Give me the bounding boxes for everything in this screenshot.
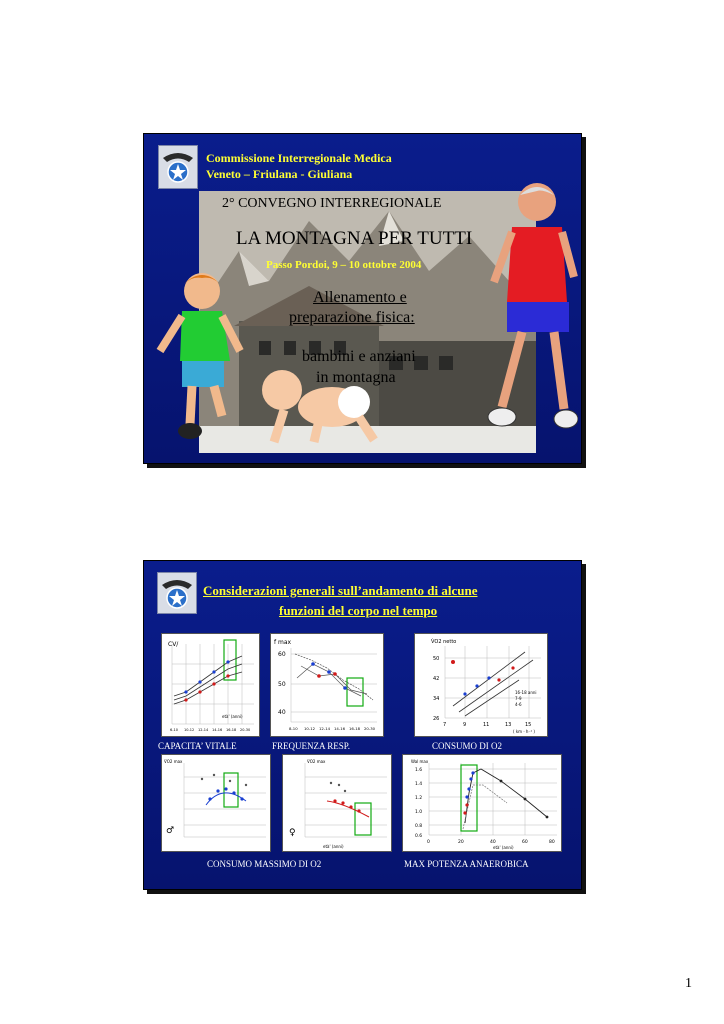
wmax-ytick: 0.8 (415, 824, 423, 829)
vo2-xtick: 9 (463, 722, 467, 728)
convegno-text: 2° CONVEGNO INTERREGIONALE (222, 196, 442, 211)
fmax-ytick: 50 (278, 681, 286, 688)
header-line-2: Veneto – Friulana - Giuliana (206, 167, 353, 181)
wmax-xaxis-label: età' (anni) (493, 845, 514, 850)
location-date: Passo Pordoi, 9 – 10 ottobre 2004 (266, 259, 422, 271)
vo2-ytick: 34 (433, 696, 440, 702)
fmax-tick: 20-30 (364, 726, 376, 731)
fmax-tick: 16-18 (349, 726, 361, 731)
cv-ylabel: CV/ (168, 641, 179, 648)
slide-title-line-2: funzioni del corpo nel tempo (279, 603, 438, 618)
fmax-tick: 12-14 (319, 726, 331, 731)
header-line-1: Commissione Interregionale Medica (206, 151, 392, 165)
wmax-xtick: 20 (458, 840, 464, 845)
wmax-ytick: 1.6 (415, 768, 423, 773)
topic-line-2: in montagna (316, 369, 396, 386)
chart-respiratory-frequency (270, 633, 384, 737)
subtitle-line-1: Allenamento e (313, 289, 407, 306)
club-logo (157, 572, 197, 614)
vmax-ylabel-female: V̇O2 max (307, 759, 326, 764)
wmax-xtick: 0 (427, 840, 430, 845)
vo2-unit: ( km · h⁻¹ ) (513, 729, 535, 734)
chart-vo2max-male (161, 754, 271, 852)
slide-title-line-1: Considerazioni generali sull’andamento di alcune (203, 583, 478, 598)
cv-tick: 20-30 (240, 728, 251, 732)
wmax-xtick: 60 (522, 840, 528, 845)
slide-1 (143, 133, 582, 464)
vo2-ylabel: V̇O2 netto (431, 639, 457, 645)
cv-tick: 14-16 (212, 728, 223, 732)
fmax-ytick: 60 (278, 651, 286, 658)
wmax-ytick: 1.0 (415, 810, 423, 815)
vo2-ytick: 50 (433, 656, 440, 662)
wmax-ytick: 1.2 (415, 796, 423, 801)
cv-tick: 12-14 (198, 728, 209, 732)
wmax-xtick: 80 (549, 840, 555, 845)
chart-max-anaerobic-power (402, 754, 562, 852)
caption-vo2-max: CONSUMO MASSIMO DI O2 (207, 859, 322, 869)
female-symbol-icon: ♀ (289, 828, 296, 838)
fmax-tick: 14-16 (334, 726, 346, 731)
fmax-ytick: 40 (278, 709, 286, 716)
subtitle-line-2: preparazione fisica: (289, 309, 415, 326)
wmax-ytick: 1.4 (415, 782, 423, 787)
vo2-legend-item: 16-18 anni (515, 690, 537, 695)
main-title: LA MONTAGNA PER TUTTI (236, 228, 473, 249)
vo2-xtick: 7 (443, 722, 447, 728)
fmax-ylabel: f max (274, 639, 292, 646)
vo2-legend-item: 4-6 (515, 702, 522, 707)
crawling-baby-illustration (254, 362, 384, 448)
chart-oxygen-consumption (414, 633, 548, 737)
vo2-xtick: 11 (483, 722, 490, 728)
cai-emblem-icon (159, 146, 197, 188)
slide-2 (143, 560, 582, 890)
running-child-illustration (152, 266, 248, 446)
topic-line-1: bambini e anziani (302, 348, 416, 365)
convegno-title (222, 196, 441, 212)
vo2-legend-item: 7-9 (515, 696, 522, 701)
vo2-ytick: 26 (433, 716, 440, 722)
cai-emblem-icon (158, 573, 196, 613)
vo2-xtick: 15 (525, 722, 532, 728)
cv-tick: 16-18 (226, 728, 237, 732)
running-elderly-man-illustration (482, 177, 578, 452)
vmax-ylabel: V̇O2 max (164, 759, 183, 764)
cv-xaxis-label: età' (anni) (222, 714, 243, 719)
male-symbol-icon: ♂ (166, 826, 175, 836)
wmax-xtick: 40 (490, 840, 496, 845)
caption-vital-capacity: CAPACITA’ VITALE (158, 741, 237, 751)
chart-vo2max-female (282, 754, 392, 852)
caption-oxygen-consumption: CONSUMO DI O2 (432, 741, 503, 751)
vo2-xtick: 13 (505, 722, 512, 728)
wmax-ytick: 0.6 (415, 834, 423, 839)
cv-tick: 6-10 (170, 728, 178, 732)
caption-max-anaerobic-power: MAX POTENZA ANAEROBICA (404, 859, 529, 869)
fmax-tick: 10-12 (304, 726, 316, 731)
vmax-xaxis-label: età' (anni) (323, 844, 344, 849)
club-logo (158, 145, 198, 189)
chart-vital-capacity (161, 633, 260, 737)
vo2-ytick: 42 (433, 676, 440, 682)
fmax-tick: 8-10 (289, 726, 298, 731)
caption-respiratory-frequency: FREQUENZA RESP. (272, 741, 351, 751)
wmax-ylabel: Wal max (411, 759, 429, 764)
page-number: 1 (685, 976, 692, 991)
cv-tick: 10-12 (184, 728, 195, 732)
